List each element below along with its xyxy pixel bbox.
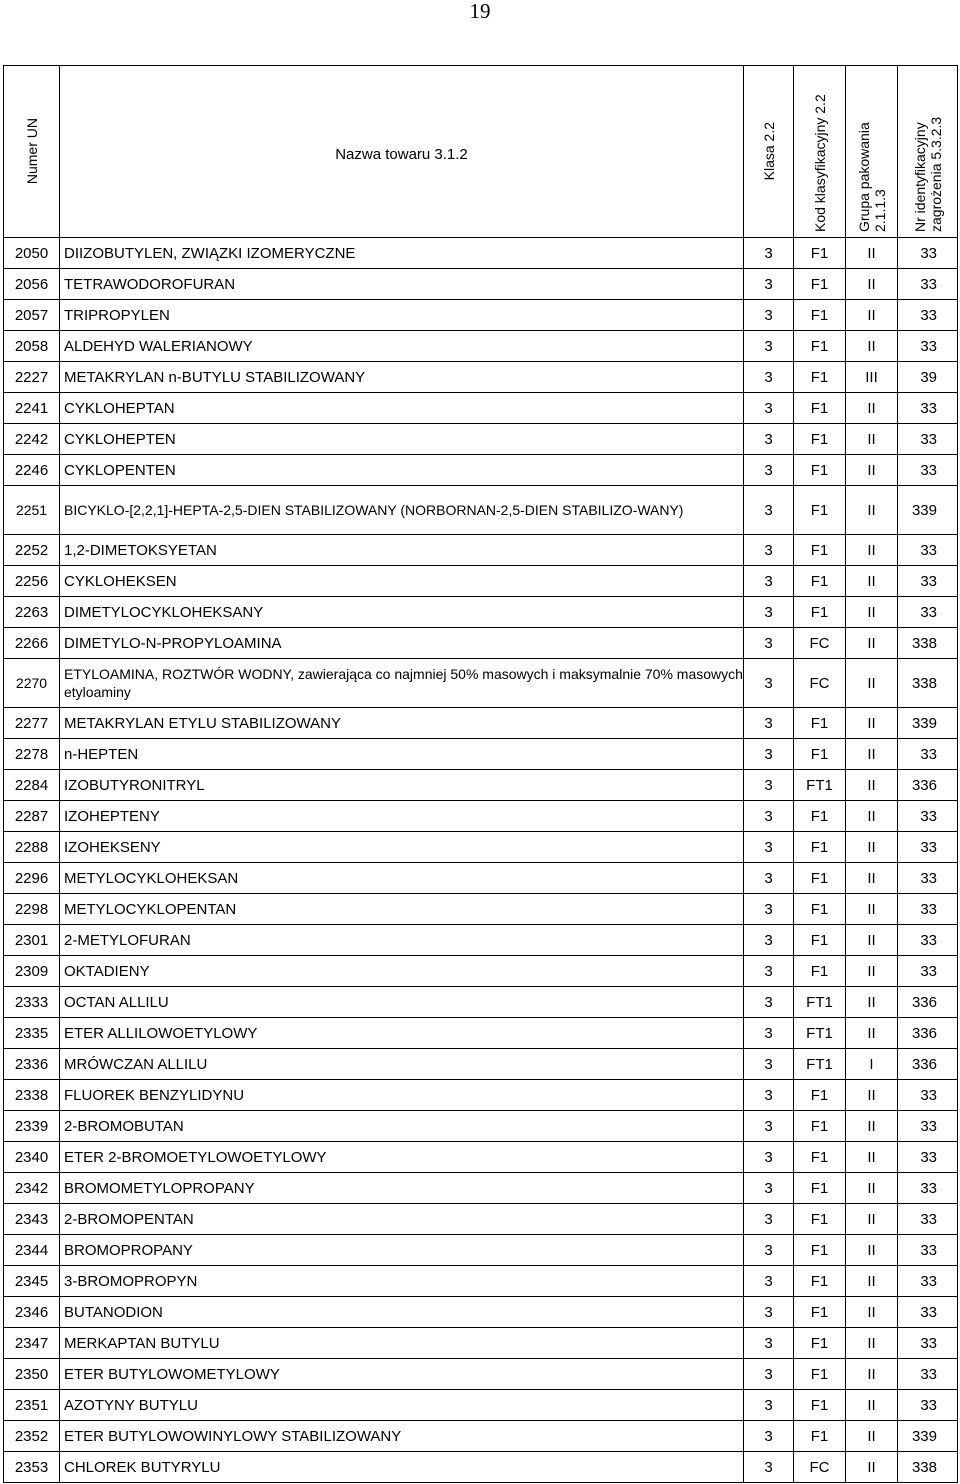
cell-klasa: 3 [744,925,794,956]
cell-klasa: 3 [744,1142,794,1173]
cell-klasa: 3 [744,362,794,393]
cell-nr-zagrozenia: 33 [898,1359,958,1390]
cell-nr-zagrozenia: 33 [898,597,958,628]
cell-grupa: II [846,1297,898,1328]
cell-nazwa: CHLOREK BUTYRYLU [60,1452,744,1483]
cell-kod: F1 [794,863,846,894]
cell-nazwa: 1,2-DIMETOKSYETAN [60,535,744,566]
cell-nr-zagrozenia: 336 [898,1049,958,1080]
cell-nazwa: 2-BROMOPENTAN [60,1204,744,1235]
cell-numer-un: 2335 [4,1018,60,1049]
cell-grupa: II [846,1080,898,1111]
cell-kod: F1 [794,1142,846,1173]
cell-nazwa: METYLOCYKLOPENTAN [60,894,744,925]
table-row [4,628,958,659]
cell-kod: F1 [794,1111,846,1142]
cell-nazwa: ETYLOAMINA, ROZTWÓR WODNY, zawierająca co najmniej 50% masowych i maksymalnie 70% masowych etyloaminy [60,659,744,708]
cell-klasa: 3 [744,238,794,269]
cell-numer-un: 2350 [4,1359,60,1390]
cell-nr-zagrozenia: 33 [898,863,958,894]
table-row [4,486,958,535]
cell-grupa: II [846,1266,898,1297]
cell-grupa: II [846,597,898,628]
cell-numer-un: 2296 [4,863,60,894]
cell-numer-un: 2277 [4,708,60,739]
cell-nr-zagrozenia: 33 [898,1266,958,1297]
header-nazwa [60,66,744,238]
header-klasa-label: Klasa 2.2 [760,122,777,181]
cell-numer-un: 2252 [4,535,60,566]
cell-klasa: 3 [744,894,794,925]
cell-nr-zagrozenia: 33 [898,566,958,597]
cell-klasa: 3 [744,863,794,894]
cell-grupa: II [846,770,898,801]
cell-nr-zagrozenia: 39 [898,362,958,393]
cell-klasa: 3 [744,393,794,424]
cell-nazwa: FLUOREK BENZYLIDYNU [60,1080,744,1111]
table-row [4,269,958,300]
table-row [4,770,958,801]
cell-kod: F1 [794,486,846,535]
cell-nr-zagrozenia: 33 [898,269,958,300]
cell-nr-zagrozenia: 33 [898,300,958,331]
cell-nr-zagrozenia: 338 [898,659,958,708]
header-nazwa-label: Nazwa towaru 3.1.2 [335,146,468,163]
cell-klasa: 3 [744,1452,794,1483]
cell-kod: F1 [794,739,846,770]
cell-nazwa: DIMETYLOCYKLOHEKSANY [60,597,744,628]
cell-nr-zagrozenia: 33 [898,1173,958,1204]
cell-klasa: 3 [744,628,794,659]
cell-grupa: II [846,424,898,455]
cell-nr-zagrozenia: 33 [898,1235,958,1266]
table-row [4,1080,958,1111]
table-row [4,863,958,894]
cell-kod: F1 [794,1328,846,1359]
cell-grupa: II [846,331,898,362]
table-row [4,1173,958,1204]
cell-nazwa: CYKLOPENTEN [60,455,744,486]
header-kod-label: Kod klasyfikacyjny 2.2 [811,93,828,232]
cell-kod: F1 [794,566,846,597]
header-grupa [846,66,898,238]
cell-kod: FC [794,659,846,708]
cell-klasa: 3 [744,597,794,628]
cell-nr-zagrozenia: 33 [898,455,958,486]
cell-kod: F1 [794,1266,846,1297]
table-row [4,1328,958,1359]
cell-klasa: 3 [744,566,794,597]
cell-kod: F1 [794,455,846,486]
table-row [4,1359,958,1390]
cell-nr-zagrozenia: 338 [898,628,958,659]
cell-klasa: 3 [744,801,794,832]
header-grupa-line2: 2.1.1.3 [871,188,888,232]
dangerous-goods-table [3,65,958,1483]
cell-nazwa: ETER BUTYLOWOWINYLOWY STABILIZOWANY [60,1421,744,1452]
cell-kod: FC [794,1452,846,1483]
cell-grupa: II [846,1111,898,1142]
table-row [4,925,958,956]
cell-nazwa: BUTANODION [60,1297,744,1328]
cell-numer-un: 2056 [4,269,60,300]
cell-klasa: 3 [744,739,794,770]
cell-numer-un: 2346 [4,1297,60,1328]
cell-numer-un: 2347 [4,1328,60,1359]
cell-kod: F1 [794,1235,846,1266]
cell-nr-zagrozenia: 33 [898,424,958,455]
cell-nr-zagrozenia: 339 [898,486,958,535]
cell-kod: F1 [794,925,846,956]
cell-grupa: II [846,659,898,708]
cell-klasa: 3 [744,956,794,987]
cell-grupa: II [846,956,898,987]
cell-numer-un: 2353 [4,1452,60,1483]
cell-nazwa: CYKLOHEKSEN [60,566,744,597]
cell-grupa: I [846,1049,898,1080]
cell-grupa: II [846,894,898,925]
cell-klasa: 3 [744,1359,794,1390]
cell-numer-un: 2345 [4,1266,60,1297]
table-row [4,1266,958,1297]
cell-grupa: II [846,238,898,269]
cell-numer-un: 2227 [4,362,60,393]
cell-grupa: II [846,1142,898,1173]
cell-nr-zagrozenia: 33 [898,832,958,863]
cell-grupa: II [846,1235,898,1266]
cell-kod: F1 [794,956,846,987]
cell-nr-zagrozenia: 339 [898,1421,958,1452]
cell-kod: FT1 [794,1049,846,1080]
header-nr-line1: Nr identyfikacyjny [911,121,928,232]
cell-nr-zagrozenia: 336 [898,1018,958,1049]
table-row [4,832,958,863]
table-row [4,393,958,424]
cell-kod: F1 [794,424,846,455]
cell-nr-zagrozenia: 33 [898,238,958,269]
cell-nr-zagrozenia: 33 [898,331,958,362]
cell-nr-zagrozenia: 33 [898,739,958,770]
cell-grupa: II [846,739,898,770]
cell-nr-zagrozenia: 336 [898,770,958,801]
header-grupa-line1: Grupa pakowania [855,121,872,232]
cell-klasa: 3 [744,1297,794,1328]
cell-grupa: II [846,1359,898,1390]
cell-nr-zagrozenia: 33 [898,1080,958,1111]
cell-numer-un: 2338 [4,1080,60,1111]
table-row [4,238,958,269]
table-row [4,331,958,362]
table-row [4,1142,958,1173]
cell-klasa: 3 [744,1328,794,1359]
cell-numer-un: 2298 [4,894,60,925]
cell-kod: F1 [794,362,846,393]
cell-kod: F1 [794,894,846,925]
cell-nazwa: BROMOPROPANY [60,1235,744,1266]
cell-klasa: 3 [744,269,794,300]
cell-grupa: II [846,987,898,1018]
cell-klasa: 3 [744,300,794,331]
cell-nr-zagrozenia: 339 [898,708,958,739]
cell-nazwa: 2-METYLOFURAN [60,925,744,956]
cell-numer-un: 2266 [4,628,60,659]
header-nr-label [912,72,944,232]
cell-nr-zagrozenia: 33 [898,535,958,566]
cell-numer-un: 2256 [4,566,60,597]
cell-kod: F1 [794,1359,846,1390]
cell-kod: F1 [794,1297,846,1328]
cell-kod: F1 [794,1421,846,1452]
cell-klasa: 3 [744,987,794,1018]
table-row [4,1235,958,1266]
cell-nazwa: METYLOCYKLOHEKSAN [60,863,744,894]
cell-nr-zagrozenia: 33 [898,1204,958,1235]
cell-nazwa: ALDEHYD WALERIANOWY [60,331,744,362]
cell-nazwa: BROMOMETYLOPROPANY [60,1173,744,1204]
cell-kod: F1 [794,300,846,331]
cell-nazwa: n-HEPTEN [60,739,744,770]
cell-grupa: II [846,535,898,566]
cell-numer-un: 2263 [4,597,60,628]
cell-klasa: 3 [744,832,794,863]
cell-grupa: II [846,269,898,300]
table-row [4,739,958,770]
cell-numer-un: 2057 [4,300,60,331]
header-nr-line2: zagrożenia 5.3.2.3 [927,116,944,232]
table-row [4,597,958,628]
table-row [4,424,958,455]
cell-klasa: 3 [744,1235,794,1266]
cell-nazwa: ETER ALLILOWOETYLOWY [60,1018,744,1049]
cell-nazwa: DIMETYLO-N-PROPYLOAMINA [60,628,744,659]
table-row [4,894,958,925]
cell-grupa: II [846,925,898,956]
header-kod [794,66,846,238]
table-row [4,1452,958,1483]
table-row [4,801,958,832]
cell-grupa: II [846,1421,898,1452]
cell-nazwa: 2-BROMOBUTAN [60,1111,744,1142]
cell-nazwa: DIIZOBUTYLEN, ZWIĄZKI IZOMERYCZNE [60,238,744,269]
cell-numer-un: 2352 [4,1421,60,1452]
cell-klasa: 3 [744,455,794,486]
header-numer-un [4,66,60,238]
table-body [4,238,958,1483]
header-numer-un-label: Numer UN [23,118,40,185]
cell-nazwa: TRIPROPYLEN [60,300,744,331]
cell-numer-un: 2301 [4,925,60,956]
cell-grupa: II [846,486,898,535]
header-grupa-label [856,72,888,232]
cell-grupa: II [846,1173,898,1204]
table-row [4,1390,958,1421]
cell-nazwa: IZOBUTYRONITRYL [60,770,744,801]
cell-numer-un: 2339 [4,1111,60,1142]
cell-nr-zagrozenia: 336 [898,987,958,1018]
table-row [4,1421,958,1452]
cell-kod: F1 [794,801,846,832]
cell-numer-un: 2351 [4,1390,60,1421]
cell-nazwa: IZOHEKSENY [60,832,744,863]
cell-nazwa: MRÓWCZAN ALLILU [60,1049,744,1080]
cell-numer-un: 2309 [4,956,60,987]
cell-kod: F1 [794,708,846,739]
cell-grupa: II [846,832,898,863]
cell-nazwa: ETER 2-BROMOETYLOWOETYLOWY [60,1142,744,1173]
cell-grupa: II [846,393,898,424]
cell-grupa: II [846,801,898,832]
cell-nr-zagrozenia: 33 [898,1111,958,1142]
cell-nazwa: METAKRYLAN ETYLU STABILIZOWANY [60,708,744,739]
cell-nazwa: 3-BROMOPROPYN [60,1266,744,1297]
cell-numer-un: 2342 [4,1173,60,1204]
cell-kod: F1 [794,331,846,362]
cell-nr-zagrozenia: 33 [898,894,958,925]
cell-numer-un: 2287 [4,801,60,832]
table-row [4,1049,958,1080]
table-row [4,956,958,987]
cell-numer-un: 2050 [4,238,60,269]
cell-nazwa: METAKRYLAN n-BUTYLU STABILIZOWANY [60,362,744,393]
table-row [4,455,958,486]
cell-nr-zagrozenia: 33 [898,956,958,987]
cell-klasa: 3 [744,1080,794,1111]
cell-nr-zagrozenia: 33 [898,1390,958,1421]
cell-kod: F1 [794,393,846,424]
cell-grupa: III [846,362,898,393]
cell-kod: F1 [794,1390,846,1421]
cell-klasa: 3 [744,424,794,455]
table-row [4,535,958,566]
cell-klasa: 3 [744,1111,794,1142]
cell-grupa: II [846,1328,898,1359]
table-header-row [4,66,958,238]
cell-klasa: 3 [744,770,794,801]
cell-grupa: II [846,628,898,659]
header-klasa [744,66,794,238]
cell-nr-zagrozenia: 33 [898,925,958,956]
cell-klasa: 3 [744,1049,794,1080]
cell-numer-un: 2344 [4,1235,60,1266]
cell-klasa: 3 [744,659,794,708]
cell-grupa: II [846,566,898,597]
cell-nazwa: CYKLOHEPTEN [60,424,744,455]
cell-kod: FT1 [794,1018,846,1049]
cell-grupa: II [846,1390,898,1421]
table-row [4,1111,958,1142]
cell-grupa: II [846,863,898,894]
cell-grupa: II [846,1204,898,1235]
cell-numer-un: 2343 [4,1204,60,1235]
cell-klasa: 3 [744,1018,794,1049]
cell-numer-un: 2288 [4,832,60,863]
cell-numer-un: 2333 [4,987,60,1018]
cell-klasa: 3 [744,1390,794,1421]
cell-grupa: II [846,300,898,331]
cell-numer-un: 2242 [4,424,60,455]
cell-kod: F1 [794,832,846,863]
header-nr [898,66,958,238]
table-row [4,659,958,708]
cell-nazwa: CYKLOHEPTAN [60,393,744,424]
table-row [4,1204,958,1235]
cell-grupa: II [846,1452,898,1483]
cell-kod: F1 [794,597,846,628]
cell-nr-zagrozenia: 33 [898,1297,958,1328]
page-number: 19 [469,0,491,23]
table-row [4,300,958,331]
cell-nazwa: OKTADIENY [60,956,744,987]
cell-kod: F1 [794,238,846,269]
cell-kod: F1 [794,1204,846,1235]
cell-grupa: II [846,455,898,486]
cell-numer-un: 2058 [4,331,60,362]
cell-numer-un: 2246 [4,455,60,486]
cell-nazwa: BICYKLO-[2,2,1]-HEPTA-2,5-DIEN STABILIZOWANY (NORBORNAN-2,5-DIEN STABILIZO-WANY) [60,486,744,535]
table-row [4,566,958,597]
cell-nazwa: OCTAN ALLILU [60,987,744,1018]
cell-nr-zagrozenia: 338 [898,1452,958,1483]
table-row [4,987,958,1018]
cell-numer-un: 2270 [4,659,60,708]
cell-numer-un: 2284 [4,770,60,801]
cell-klasa: 3 [744,331,794,362]
cell-nr-zagrozenia: 33 [898,801,958,832]
cell-kod: F1 [794,535,846,566]
cell-nazwa: AZOTYNY BUTYLU [60,1390,744,1421]
cell-nr-zagrozenia: 33 [898,393,958,424]
cell-klasa: 3 [744,486,794,535]
cell-nr-zagrozenia: 33 [898,1142,958,1173]
cell-klasa: 3 [744,535,794,566]
cell-nazwa: TETRAWODOROFURAN [60,269,744,300]
table-row [4,362,958,393]
cell-nazwa: ETER BUTYLOWOMETYLOWY [60,1359,744,1390]
cell-numer-un: 2336 [4,1049,60,1080]
cell-numer-un: 2340 [4,1142,60,1173]
table-row [4,1297,958,1328]
cell-numer-un: 2241 [4,393,60,424]
cell-kod: F1 [794,1080,846,1111]
table-row [4,708,958,739]
cell-kod: FC [794,628,846,659]
cell-grupa: II [846,1018,898,1049]
cell-kod: F1 [794,269,846,300]
table-row [4,1018,958,1049]
cell-klasa: 3 [744,1173,794,1204]
cell-nazwa: MERKAPTAN BUTYLU [60,1328,744,1359]
cell-kod: F1 [794,1173,846,1204]
cell-klasa: 3 [744,1266,794,1297]
cell-nr-zagrozenia: 33 [898,1328,958,1359]
cell-numer-un: 2251 [4,486,60,535]
cell-nazwa: IZOHEPTENY [60,801,744,832]
cell-kod: FT1 [794,987,846,1018]
cell-numer-un: 2278 [4,739,60,770]
cell-klasa: 3 [744,708,794,739]
cell-klasa: 3 [744,1421,794,1452]
cell-grupa: II [846,708,898,739]
cell-klasa: 3 [744,1204,794,1235]
cell-kod: FT1 [794,770,846,801]
